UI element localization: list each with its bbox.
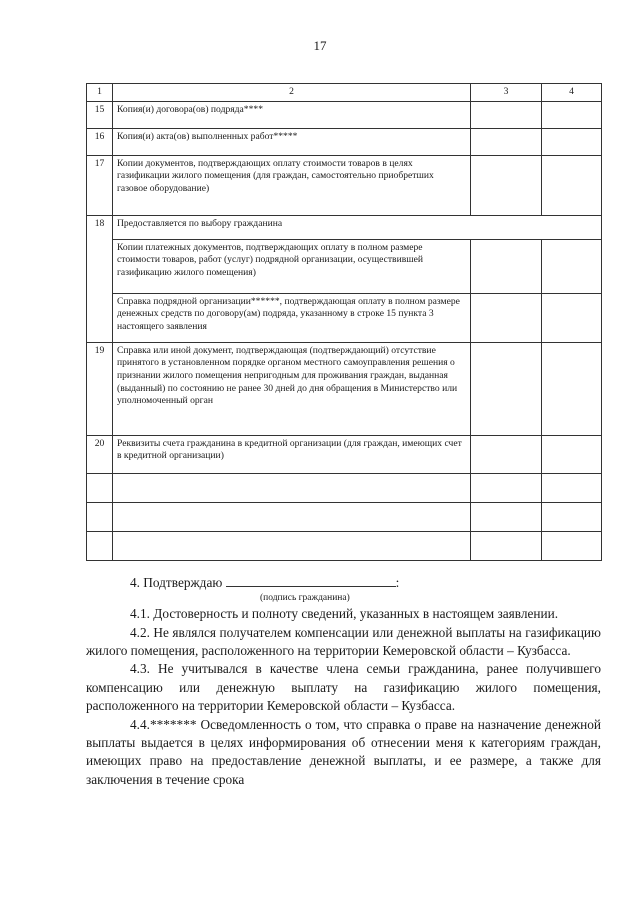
row-cell-4[interactable] <box>542 342 602 435</box>
row-text: Справка или иной документ, подтверждающая (подтверждающий) отсутствие принятого в установленном порядке органом местного самоуправления решения о признании жилого помещения непригодным для проживания граждан, выданная (выданный) по состоянию не ранее 30 дней до дня обращения в Министерство или уполномоченный орган <box>113 342 471 435</box>
row-cell-4[interactable] <box>542 293 602 342</box>
table-row <box>87 101 602 128</box>
row-cell-4[interactable] <box>542 155 602 215</box>
row-cell-3[interactable] <box>471 155 542 215</box>
confirmation-section <box>86 574 601 789</box>
table-row <box>87 155 602 215</box>
empty-cell[interactable] <box>87 531 113 560</box>
row-text: Копия(и) договора(ов) подряда**** <box>113 101 471 128</box>
signature-field[interactable] <box>226 574 396 587</box>
confirm-colon: : <box>395 575 400 590</box>
row-cell-3[interactable] <box>471 342 542 435</box>
empty-cell[interactable] <box>113 502 471 531</box>
header-col-3: 3 <box>471 84 542 102</box>
table-row <box>87 435 602 473</box>
paragraph-4-3: 4.3. Не учитывался в качестве члена семьи гражданина, ранее получившего компенсацию или денежную выплату на газификацию жилого помещения, расположенного на территории Кемеровской области – Кузбасса. <box>86 661 601 714</box>
paragraph-4-2: 4.2. Не являлся получателем компенсации или денежной выплаты на газификацию жилого помещения, расположенного на территории Кемеровской области – Кузбасса. <box>86 624 601 659</box>
row-text: Копии документов, подтверждающих оплату стоимости товаров в целях газификации жилого помещения (для граждан, самостоятельно приобретших газовое оборудование) <box>113 155 471 215</box>
confirm-label: 4. Подтверждаю <box>130 575 223 590</box>
table-subrow <box>87 239 602 293</box>
empty-cell[interactable] <box>87 473 113 502</box>
row-cell-3[interactable] <box>471 128 542 155</box>
empty-cell[interactable] <box>113 473 471 502</box>
row-cell-4[interactable] <box>542 101 602 128</box>
empty-cell[interactable] <box>471 502 542 531</box>
row-cell-3[interactable] <box>471 293 542 342</box>
table-subrow <box>87 293 602 342</box>
row-cell-4[interactable] <box>542 239 602 293</box>
empty-row <box>87 531 602 560</box>
paragraph-4-1: 4.1. Достоверность и полноту сведений, указанных в настоящем заявлении. <box>130 606 559 622</box>
row-text: Предоставляется по выбору гражданина <box>113 215 602 239</box>
paragraph-4-4: 4.4.******* Осведомленность о том, что справка о праве на назначение денежной выплаты выдается в целях информирования об отнесении меня к категориям граждан, имеющих право на предоставление денежной выплаты, и ее размере, а также для заключения в течение срока <box>86 716 601 787</box>
table-row <box>87 215 602 239</box>
page-number: 17 <box>313 38 327 53</box>
table-row <box>87 128 602 155</box>
empty-cell[interactable] <box>542 502 602 531</box>
row-text: Копия(и) акта(ов) выполненных работ***** <box>113 128 471 155</box>
row-cell-3[interactable] <box>471 239 542 293</box>
documents-table <box>86 83 602 561</box>
empty-cell[interactable] <box>87 502 113 531</box>
row-number: 16 <box>87 128 113 155</box>
empty-cell[interactable] <box>113 531 471 560</box>
row-cell-4[interactable] <box>542 128 602 155</box>
row-number: 19 <box>87 342 113 435</box>
row-cell-3[interactable] <box>471 101 542 128</box>
header-col-1: 1 <box>87 84 113 102</box>
subrow-text: Справка подрядной организации******, подтверждающая оплату в полном размере денежных средств по договору(ам) подряда, указанному в строке 15 пункта 3 настоящего заявления <box>113 293 471 342</box>
row-number: 20 <box>87 435 113 473</box>
row-number: 17 <box>87 155 113 215</box>
empty-cell[interactable] <box>542 473 602 502</box>
row-number: 18 <box>87 215 113 342</box>
row-cell-3[interactable] <box>471 435 542 473</box>
empty-row <box>87 473 602 502</box>
empty-cell[interactable] <box>542 531 602 560</box>
empty-row <box>87 502 602 531</box>
row-number: 15 <box>87 101 113 128</box>
table-row <box>87 342 602 435</box>
empty-cell[interactable] <box>471 531 542 560</box>
table-header-row <box>87 84 602 102</box>
signature-caption: (подпись гражданина) <box>260 593 350 604</box>
header-col-2: 2 <box>113 84 471 102</box>
confirm-line <box>86 574 601 592</box>
subrow-text: Копии платежных документов, подтверждающих оплату в полном размере стоимости товаров, работ (услуг) подрядной организации, осуществившей газификацию жилого помещения) <box>113 239 471 293</box>
row-text: Реквизиты счета гражданина в кредитной организации (для граждан, имеющих счет в кредитной организации) <box>113 435 471 473</box>
header-col-4: 4 <box>542 84 602 102</box>
row-cell-4[interactable] <box>542 435 602 473</box>
empty-cell[interactable] <box>471 473 542 502</box>
